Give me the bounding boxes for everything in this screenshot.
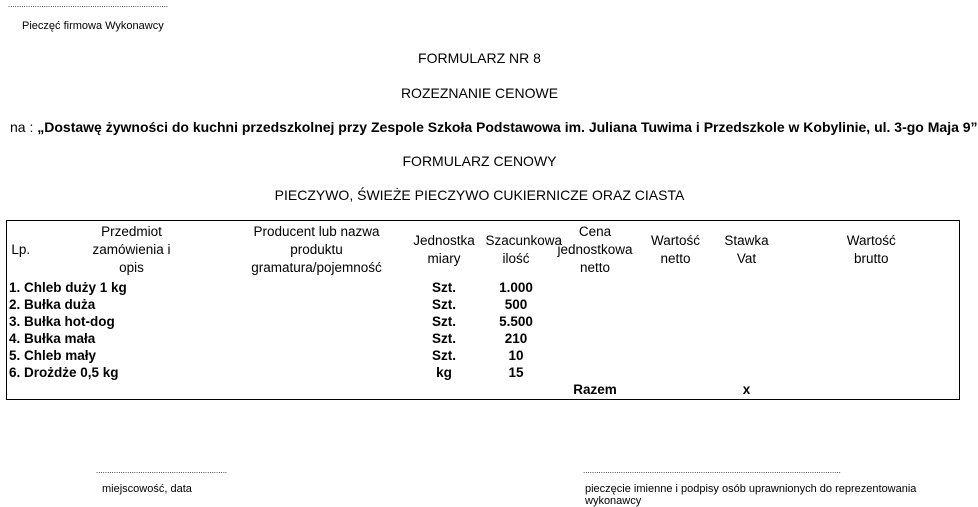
table-row: [7, 330, 960, 347]
header-quantity: Szacunkowa ilość: [484, 221, 549, 279]
row-unit: Szt.: [431, 279, 456, 295]
table-row: [7, 296, 960, 313]
row-item: 6. Drożdże 0,5 kg: [7, 364, 405, 381]
total-label: Razem: [549, 381, 642, 400]
header-net-value: Wartość netto: [642, 221, 710, 279]
price-form-title: FORMULARZ CENOWY: [402, 153, 557, 169]
row-unit: Szt.: [431, 296, 456, 312]
row-item: 2. Bułka duża: [7, 296, 405, 313]
table-row: [7, 279, 960, 296]
row-quantity: 1.000: [499, 279, 533, 295]
row-unit: Szt.: [431, 347, 456, 363]
price-table: [6, 220, 960, 400]
stamp-label: Pieczęć firmowa Wykonawcy: [22, 20, 164, 32]
table-row: [7, 313, 960, 330]
date-label: miejscowość, data: [102, 483, 192, 495]
row-unit: Szt.: [431, 330, 456, 346]
table-row: [7, 364, 960, 381]
header-vat: Stawka Vat: [710, 221, 784, 279]
subject-text: „Dostawę żywności do kuchni przedszkolnej przy Zespole Szkoła Podstawowa im. Juliana Tuwima i Przedszkole w Kobylinie, ul. 3-go Maja 9”: [37, 119, 978, 135]
row-quantity: 210: [504, 330, 528, 346]
total-vat: x: [710, 381, 784, 400]
row-item: 3. Bułka hot-dog: [7, 313, 405, 330]
row-quantity: 500: [504, 296, 528, 312]
row-item: 4. Bułka mała: [7, 330, 405, 347]
header-lp: Lp.: [7, 221, 35, 279]
subject-prefix: na :: [10, 119, 34, 135]
row-unit: kg: [436, 364, 452, 380]
form-number: FORMULARZ NR 8: [418, 50, 541, 66]
header-unit: Jednostka miary: [405, 221, 484, 279]
header-subject: Przedmiot zamówienia i opis: [35, 221, 229, 279]
header-gross-value: Wartość brutto: [784, 221, 960, 279]
table-row: [7, 347, 960, 364]
row-quantity: 10: [508, 347, 524, 363]
row-item: 1. Chleb duży 1 kg: [7, 279, 405, 296]
category-title: PIECZYWO, ŚWIEŻE PIECZYWO CUKIERNICZE ORAZ CIASTA: [274, 187, 685, 203]
header-producer: Producent lub nazwa produktu gramatura/pojemność: [229, 221, 405, 279]
row-quantity: 5.500: [499, 313, 533, 329]
header-unit-price: Cena jednostkowa netto: [549, 221, 642, 279]
date-dots: ...........................................................: [96, 466, 228, 475]
row-item: 5. Chleb mały: [7, 347, 405, 364]
row-unit: Szt.: [431, 313, 456, 329]
row-quantity: 15: [508, 364, 524, 380]
form-subtitle: ROZEZNANIE CENOWE: [400, 85, 559, 101]
subject-line: [10, 119, 978, 135]
signature-dots: ....................................................................................................................: [583, 466, 841, 475]
signature-label: pieczęcie imienne i podpisy osób uprawnionych do reprezentowania wykonawcy: [585, 483, 917, 507]
stamp-dots: ........................................................................: [8, 0, 169, 9]
